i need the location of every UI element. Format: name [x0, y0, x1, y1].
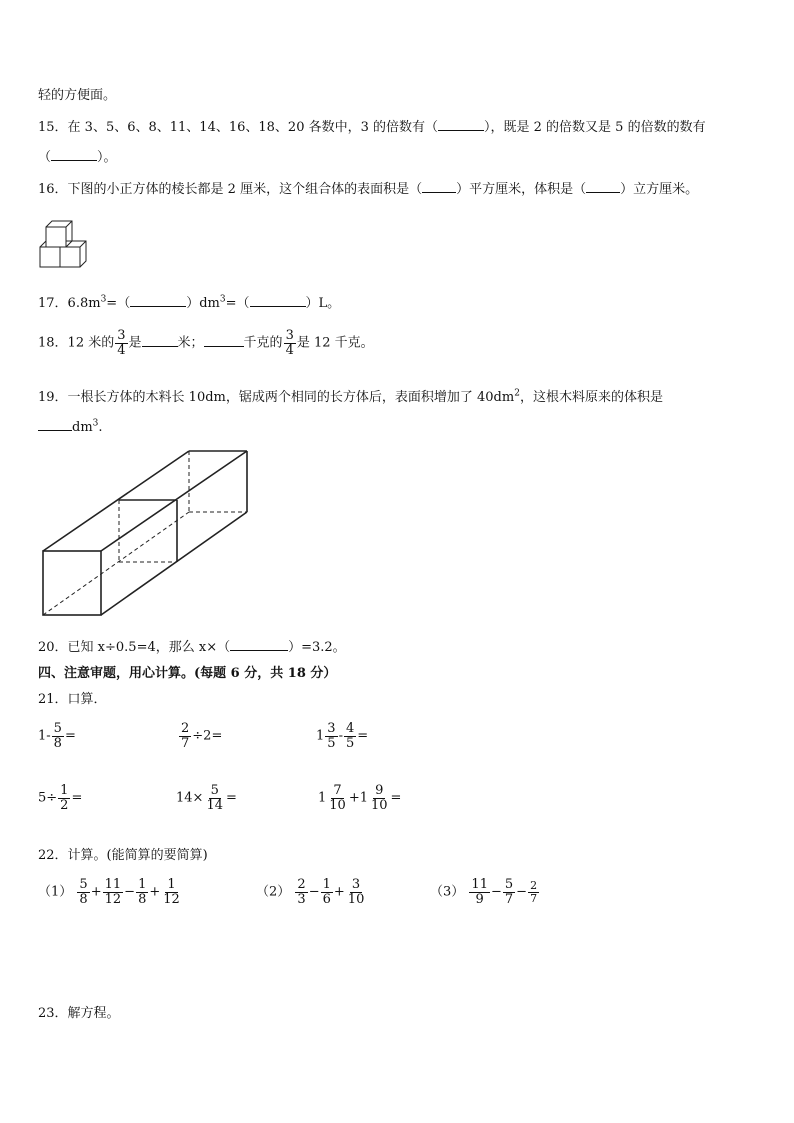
- q15-text-b: ），既是 2 的倍数又是 5 的倍数的数有: [484, 120, 706, 135]
- q17-number: 17．: [38, 296, 68, 311]
- section-4-heading: 四、注意审题，用心计算。(每题 6 分，共 18 分）: [38, 666, 337, 681]
- q15-number: 15．: [38, 120, 68, 135]
- question-16: [38, 178, 698, 197]
- q21-item-4: 5÷ $\frac{1}{2}$ =: [38, 783, 83, 813]
- q16-text-c: ）立方厘米。: [620, 182, 699, 197]
- q23-title: 解方程。: [67, 1006, 120, 1021]
- q17-text-b: =（: [106, 296, 131, 311]
- q19-text-2: ，这根木料原来的体积是: [519, 390, 663, 405]
- q18-blank-1[interactable]: [142, 334, 178, 347]
- q18-text-e: 是 12 千克。: [296, 335, 374, 351]
- q18-number: 18．: [38, 335, 68, 351]
- q20-blank[interactable]: [230, 638, 288, 651]
- question-21: [38, 688, 107, 707]
- q19-end: .: [98, 420, 103, 435]
- q20-number: 20．: [38, 640, 68, 655]
- cube-figure: [38, 214, 92, 270]
- q19-unit: dm: [72, 420, 93, 435]
- q19-unit-sup: 3: [92, 418, 99, 429]
- q19-number: 19．: [38, 390, 68, 405]
- q21-item-2: $\frac{2}{7}$ ÷2=: [181, 721, 223, 751]
- q22-title: 计算。(能简算的要简算): [67, 848, 208, 863]
- q21-item-5: 14× $\frac{5}{14}$ =: [176, 783, 237, 813]
- q22-problem-2: （2） $\frac{2}{3}$ − $\frac{1}{6}$ + $\frac{3}{10}$: [256, 877, 365, 907]
- q22-number: 22．: [38, 848, 68, 863]
- q18-text-c: 米；: [177, 335, 204, 351]
- q20-text-b: ）=3.2。: [288, 640, 346, 655]
- q18-fraction-1: $\frac{3}{4}$: [117, 328, 126, 358]
- q17-blank-2[interactable]: [250, 294, 306, 307]
- q18-fraction-2: $\frac{3}{4}$: [285, 328, 294, 358]
- q23-number: 23．: [38, 1006, 68, 1021]
- q17-sup-1: 3: [100, 294, 107, 305]
- q18-blank-2[interactable]: [204, 334, 244, 347]
- question-18: [38, 329, 374, 357]
- question-15: [38, 116, 706, 135]
- cuboid-figure: [40, 448, 255, 620]
- q14-tail: 轻的方便面。: [38, 88, 117, 103]
- q16-number: 16．: [38, 182, 68, 197]
- q20-text-a: 已知 x÷0.5=4，那么 x×（: [67, 640, 231, 655]
- q21-title: 口算．: [67, 692, 107, 707]
- q17-blank-1[interactable]: [130, 294, 186, 307]
- q21-item-1: 1- $\frac{5}{8}$ =: [38, 721, 76, 751]
- q15-open-paren: （: [38, 150, 52, 165]
- q16-blank-1[interactable]: [422, 180, 456, 193]
- q17-text-e: ）L。: [305, 296, 341, 311]
- q17-sup-2: 3: [219, 294, 226, 305]
- question-22: [38, 844, 208, 863]
- q19-blank[interactable]: [38, 418, 72, 431]
- q18-text-a: 12 米的: [67, 335, 115, 351]
- question-17: [38, 292, 340, 311]
- q15-close-paren: ）。: [97, 150, 117, 165]
- question-23: [38, 1002, 120, 1021]
- question-19-cont: [38, 418, 103, 435]
- q16-blank-2[interactable]: [586, 180, 620, 193]
- q21-item-6: 1 $\frac{7}{10}$ +1 $\frac{9}{10}$ =: [318, 783, 402, 813]
- question-20: [38, 636, 346, 655]
- q17-text-a: 6.8m: [67, 296, 101, 311]
- q21-number: 21．: [38, 692, 68, 707]
- q22-problem-1: （1） $\frac{5}{8}$ + $\frac{11}{12}$ − $\frac{1}{8}$ + $\frac{1}{12}$: [38, 877, 180, 907]
- q18-text-d: 千克的: [243, 335, 283, 351]
- q18-text-b: 是: [128, 335, 142, 351]
- question-15-cont: [38, 146, 117, 165]
- question-19: [38, 386, 663, 405]
- q15-blank-1[interactable]: [438, 118, 484, 131]
- q17-text-c: ）dm: [186, 296, 220, 311]
- q16-text-b: ）平方厘米，体积是（: [456, 182, 587, 197]
- q19-sup: 2: [514, 388, 520, 399]
- q21-item-3: 1 $\frac{3}{5}$ - $\frac{4}{5}$ =: [316, 721, 369, 751]
- q16-text-a: 下图的小正方体的棱长都是 2 厘米，这个组合体的表面积是（: [67, 182, 423, 197]
- q19-text: 一根长方体的木料长 10dm，锯成两个相同的长方体后，表面积增加了 40dm: [67, 390, 515, 405]
- q15-text-a: 在 3、5、6、8、11、14、16、18、20 各数中，3 的倍数有（: [67, 120, 439, 135]
- q15-blank-2[interactable]: [51, 148, 97, 161]
- q22-problem-3: （3） $\frac{11}{9}$ − $\frac{5}{7}$ − $\frac{2}{7}$: [430, 877, 538, 907]
- q17-text-d: =（: [225, 296, 250, 311]
